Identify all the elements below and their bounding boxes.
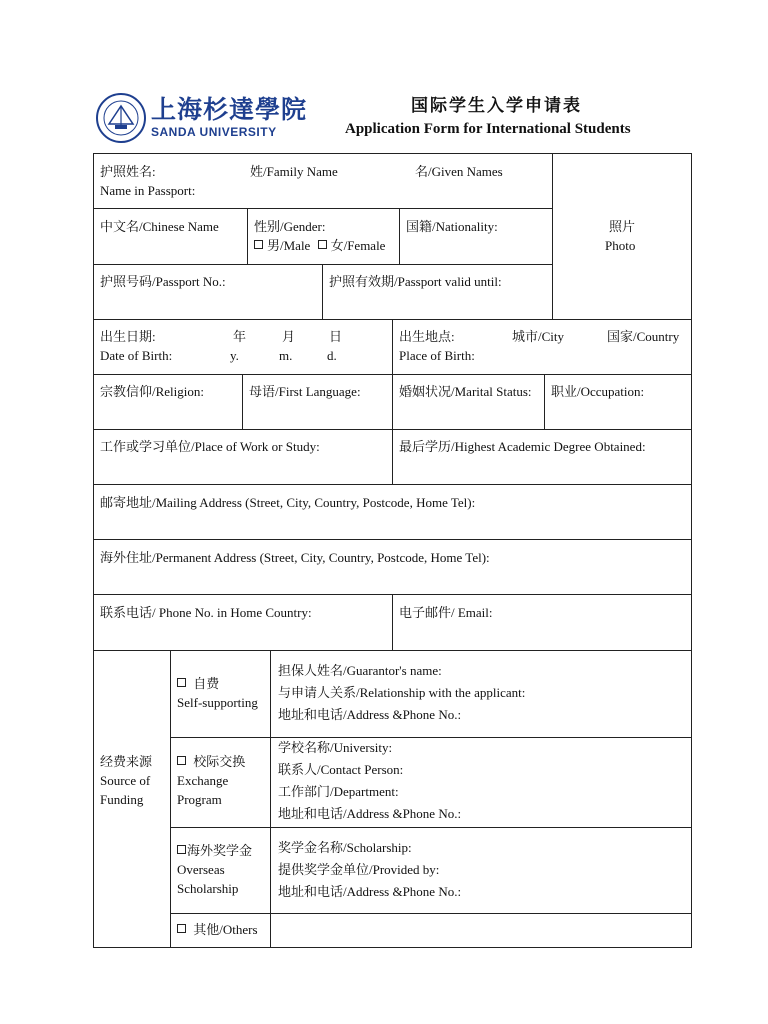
permanent-address-cell[interactable] xyxy=(93,539,692,595)
passport-name-label-cn: 护照姓名: xyxy=(100,164,156,179)
passport-name-cell[interactable] xyxy=(93,153,553,209)
exchange-address-label: 地址和电话/Address &Phone No.: xyxy=(278,806,462,821)
others-checkbox[interactable] xyxy=(177,924,186,933)
funding-label-en2: Funding xyxy=(100,792,144,807)
occupation-cell[interactable] xyxy=(544,374,692,430)
nationality-cell[interactable] xyxy=(399,208,553,265)
dob-day-cn: 日 xyxy=(329,329,343,344)
male-checkbox[interactable] xyxy=(254,240,263,249)
chinese-name-label: 中文名/Chinese Name xyxy=(100,219,219,234)
passport-no-cell[interactable] xyxy=(93,264,323,320)
logo-english-text: SANDA UNIVERSITY xyxy=(151,125,277,139)
exchange-label-en1: Exchange xyxy=(177,773,229,788)
photo-label-cn: 照片 xyxy=(609,219,636,234)
self-supporting-label-en: Self-supporting xyxy=(177,695,258,710)
given-names-label: 名/Given Names xyxy=(415,164,503,179)
pob-label-cn: 出生地点: xyxy=(399,329,455,344)
self-supporting-checkbox[interactable] xyxy=(177,678,186,687)
funding-label-en1: Source of xyxy=(100,773,151,788)
highest-degree-label: 最后学历/Highest Academic Degree Obtained: xyxy=(399,439,646,454)
dob-label-en: Date of Birth: xyxy=(100,348,173,363)
overseas-label-cn: 海外奖学金 xyxy=(187,843,253,858)
phone-home-cell[interactable] xyxy=(93,594,393,651)
others-label: 其他/Others xyxy=(193,922,258,937)
mailing-address-cell[interactable] xyxy=(93,484,692,540)
self-supporting-option xyxy=(177,676,219,692)
self-supporting-label-cn: 自费 xyxy=(193,676,220,691)
first-language-cell[interactable] xyxy=(242,374,393,430)
female-label: 女/Female xyxy=(330,238,386,253)
dob-year-en: y. xyxy=(230,348,239,363)
gender-options xyxy=(254,238,385,254)
occupation-label: 职业/Occupation: xyxy=(551,384,645,399)
scholarship-provider-label: 提供奖学金单位/Provided by: xyxy=(278,862,440,877)
place-work-study-label: 工作或学习单位/Place of Work or Study: xyxy=(100,439,320,454)
exchange-checkbox[interactable] xyxy=(177,756,186,765)
passport-valid-label: 护照有效期/Passport valid until: xyxy=(329,274,502,289)
exchange-option xyxy=(177,754,245,770)
gender-label: 性别/Gender: xyxy=(254,219,326,234)
dob-year-cn: 年 xyxy=(233,329,247,344)
form-title-english: Application Form for International Students xyxy=(345,121,631,137)
email-cell[interactable] xyxy=(392,594,692,651)
pob-city-label: 城市/City xyxy=(512,329,565,344)
photo-cell[interactable] xyxy=(552,153,692,320)
permanent-address-label: 海外住址/Permanent Address (Street, City, Country, Postcode, Home Tel): xyxy=(100,550,490,565)
religion-cell[interactable] xyxy=(93,374,243,430)
male-label: 男/Male xyxy=(267,238,311,253)
exchange-label-en2: Program xyxy=(177,792,222,807)
dob-label-cn: 出生日期: xyxy=(100,329,156,344)
logo-chinese-text: 上海杉達學院 xyxy=(151,95,308,124)
overseas-checkbox[interactable] xyxy=(177,845,186,854)
university-seal-icon xyxy=(95,92,147,144)
scholarship-address-label: 地址和电话/Address &Phone No.: xyxy=(278,884,462,899)
pob-country-label: 国家/Country xyxy=(607,329,680,344)
female-checkbox[interactable] xyxy=(318,240,327,249)
family-name-label: 姓/Family Name xyxy=(250,164,338,179)
exchange-label-cn: 校际交换 xyxy=(193,754,246,769)
self-supporting-option-cell[interactable] xyxy=(170,650,271,738)
overseas-label-en1: Overseas xyxy=(177,862,225,877)
overseas-label-en2: Scholarship xyxy=(177,881,239,896)
pob-label-en: Place of Birth: xyxy=(399,348,475,363)
overseas-option xyxy=(177,843,252,859)
photo-label-en: Photo xyxy=(605,238,636,253)
exchange-department-label: 工作部门/Department: xyxy=(278,784,399,799)
form-title-chinese: 国际学生入学申请表 xyxy=(411,96,582,116)
dob-month-en: m. xyxy=(279,348,293,363)
funding-label-cn: 经费来源 xyxy=(100,754,153,769)
chinese-name-cell[interactable] xyxy=(93,208,248,265)
others-option xyxy=(177,922,258,938)
guarantor-relationship-label: 与申请人关系/Relationship with the applicant: xyxy=(278,685,526,700)
place-of-birth-cell[interactable] xyxy=(392,319,692,375)
gender-cell[interactable] xyxy=(247,208,400,265)
place-work-study-cell[interactable] xyxy=(93,429,393,485)
email-label: 电子邮件/ Email: xyxy=(399,605,493,620)
phone-home-label: 联系电话/ Phone No. in Home Country: xyxy=(100,605,312,620)
passport-name-label-en: Name in Passport: xyxy=(100,183,196,198)
passport-valid-cell[interactable] xyxy=(322,264,553,320)
marital-status-cell[interactable] xyxy=(392,374,545,430)
first-language-label: 母语/First Language: xyxy=(249,384,361,399)
guarantor-name-label: 担保人姓名/Guarantor's name: xyxy=(278,663,442,678)
dob-day-en: d. xyxy=(327,348,337,363)
scholarship-name-label: 奖学金名称/Scholarship: xyxy=(278,840,412,855)
religion-label: 宗教信仰/Religion: xyxy=(100,384,205,399)
guarantor-address-label: 地址和电话/Address &Phone No.: xyxy=(278,707,462,722)
dob-month-cn: 月 xyxy=(282,329,296,344)
exchange-contact-label: 联系人/Contact Person: xyxy=(278,762,404,777)
date-of-birth-cell[interactable] xyxy=(93,319,393,375)
marital-status-label: 婚姻状况/Marital Status: xyxy=(399,384,532,399)
university-logo xyxy=(95,92,308,144)
highest-degree-cell[interactable] xyxy=(392,429,692,485)
others-details-cell[interactable] xyxy=(270,913,692,948)
passport-no-label: 护照号码/Passport No.: xyxy=(100,274,226,289)
mailing-address-label: 邮寄地址/Mailing Address (Street, City, Country, Postcode, Home Tel): xyxy=(100,495,476,510)
nationality-label: 国籍/Nationality: xyxy=(406,219,498,234)
exchange-university-label: 学校名称/University: xyxy=(278,740,393,755)
